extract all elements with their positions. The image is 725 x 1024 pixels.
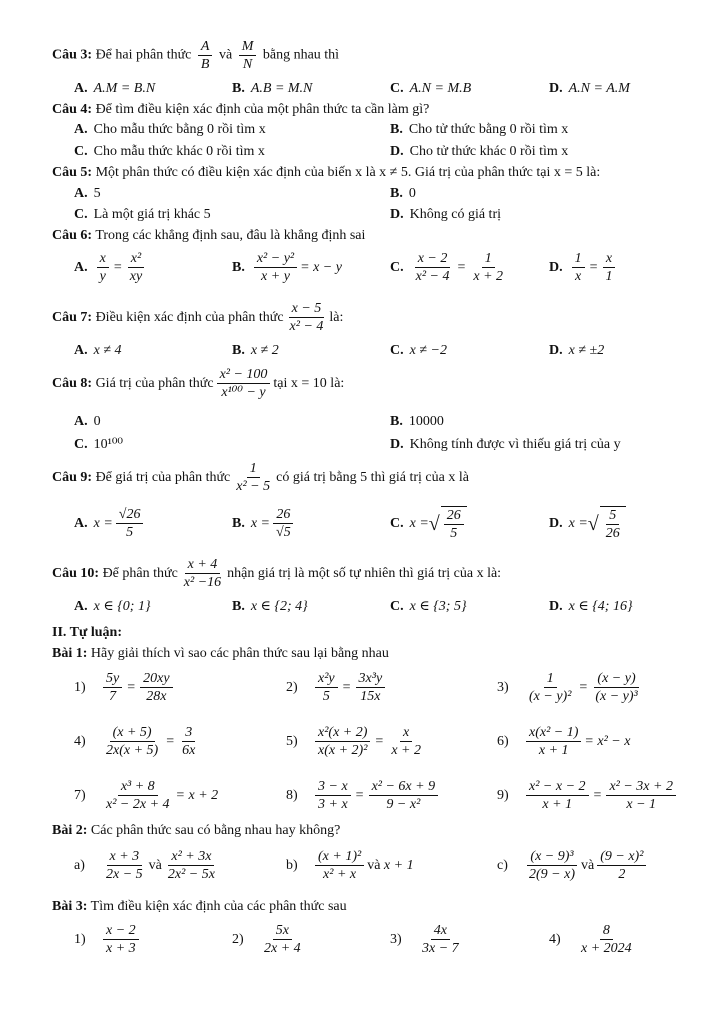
q5-option-d[interactable]: D. Không có giá trị bbox=[390, 207, 501, 222]
q10-stem: Câu 10: Để phân thức $\frac{x + 4}{\text{x² −16}}$ nhận giá trị là một số tự nhiên thì giá trị của x là: bbox=[52, 557, 502, 590]
q7-option-d[interactable]: D. x ≠ ±2 bbox=[549, 343, 605, 358]
q4-option-b[interactable]: B. Cho tử thức bằng 0 rồi tìm x bbox=[390, 122, 569, 137]
bai3-item-3: 3) $\frac{4x}{3x - 7}$ bbox=[390, 923, 459, 956]
q8-option-d[interactable]: D. Không tính được vì thiếu giá trị của y bbox=[390, 437, 621, 452]
q7-stem: Câu 7: Điều kiện xác định của phân thức $\frac{x - 5}{\text{x² − 4}}$ là: bbox=[52, 301, 344, 334]
bai1-stem: Bài 1: Hãy giải thích vì sao các phân thức sau lại bằng nhau bbox=[52, 646, 389, 661]
q3-text-b: bằng nhau thì bbox=[262, 47, 340, 63]
q10-option-c[interactable]: C. x ∈ {3; 5} bbox=[390, 599, 467, 614]
q5-option-a[interactable]: A. 5 bbox=[74, 186, 101, 201]
q9-option-d[interactable]: D. x = √ $\frac{5}{26}$ bbox=[549, 506, 626, 542]
q4-option-d[interactable]: D. Cho tử thức khác 0 rồi tìm x bbox=[390, 144, 569, 159]
q3-and: và bbox=[218, 47, 233, 63]
q7-option-c[interactable]: C. x ≠ −2 bbox=[390, 343, 447, 358]
q10-option-b[interactable]: B. x ∈ {2; 4} bbox=[232, 599, 308, 614]
q5-option-b[interactable]: B. 0 bbox=[390, 186, 416, 201]
q7-option-b[interactable]: B. x ≠ 2 bbox=[232, 343, 279, 358]
q5-option-c[interactable]: C. Là một giá trị khác 5 bbox=[74, 207, 211, 222]
bai3-stem: Bài 3: Tìm điều kiện xác định của các phân thức sau bbox=[52, 899, 347, 914]
q3-fraction-a: $\frac{A}{B}$ bbox=[198, 38, 213, 73]
q6-option-b[interactable]: B. $\frac{\text{x² − y²}}{x + y}$ = x − y bbox=[232, 251, 342, 284]
bai1-item-3: 3) $\frac{1}{\text{(x − y)²}}$ = $\frac{(x - y)}{\text{(x − y)³}}$ bbox=[497, 671, 638, 704]
q5-stem: Câu 5: Một phân thức có điều kiện xác định của biến x là x ≠ 5. Giá trị của phân thức tại x = 5 là: bbox=[52, 165, 601, 180]
q3-option-b[interactable]: B. A.B = M.N bbox=[232, 81, 313, 96]
bai1-item-8: 8) $\frac{3 - x}{3 + x}$ = $\frac{\text{x² − 6x + 9}}{\text{9 − x²}}$ bbox=[286, 778, 441, 813]
q3-label: Câu 3: bbox=[52, 47, 93, 63]
bai1-item-5: 5) $\frac{\text{x²(x + 2)}}{\text{x(x + 2)²}}$ = $\frac{x}{x + 2}$ bbox=[286, 725, 421, 758]
q3-stem bbox=[52, 38, 339, 73]
q3-text: Để hai phân thức bbox=[95, 47, 192, 63]
q8-option-c[interactable]: C. 10¹⁰⁰ bbox=[74, 437, 124, 452]
bai2-stem: Bài 2: Các phân thức sau có bằng nhau hay không? bbox=[52, 823, 341, 838]
q6-option-d[interactable]: D. $\frac{1}{x}$ = $\frac{x}{1}$ bbox=[549, 250, 619, 285]
bai2-item-a: a) $\frac{x + 3}{2x - 5}$ và $\frac{\text{x² + 3x}}{\text{2x² − 5x}}$ bbox=[74, 849, 215, 882]
bai1-item-4: 4) $\frac{(x + 5)}{2x(x + 5)}$ = $\frac{3}{6x}$ bbox=[74, 725, 196, 758]
bai1-item-6: 6) $\frac{\text{x(x² − 1)}}{x + 1}$ = x² − x bbox=[497, 725, 631, 758]
q9-stem: Câu 9: Để giá trị của phân thức $\frac{1}{\text{x² − 5}}$ có giá trị bằng 5 thì giá trị của x là bbox=[52, 461, 469, 494]
q9-option-b[interactable]: B. x = $\frac{26}{√5}$ bbox=[232, 506, 297, 541]
bai3-item-2: 2) $\frac{5x}{2x + 4}$ bbox=[232, 923, 301, 956]
q6-option-c[interactable]: C. $\frac{x - 2}{\text{x² − 4}}$ = $\frac{1}{x + 2}$ bbox=[390, 251, 504, 284]
q8-stem: Câu 8: Giá trị của phân thức $\frac{\text{x² − 100}}{\text{x¹⁰⁰ − y}}$ tại x = 10 là: bbox=[52, 367, 345, 400]
q4-option-c[interactable]: C. Cho mẫu thức khác 0 rồi tìm x bbox=[74, 144, 265, 159]
q9-option-c[interactable]: C. x = √ $\frac{26}{5}$ bbox=[390, 506, 467, 542]
q10-option-d[interactable]: D. x ∈ {4; 16} bbox=[549, 599, 633, 614]
q6-option-a[interactable]: A. $\frac{x}{y}$ = $\frac{\text{x²}}{xy}$ bbox=[74, 251, 143, 284]
q3-fraction-b: $\frac{M}{N}$ bbox=[239, 38, 257, 73]
q9-option-a[interactable]: A. x = $\frac{√26}{5}$ bbox=[74, 506, 146, 541]
bai2-item-c: c) $\frac{\text{(x − 9)³}}{2(9 - x)}$ và $\frac{\text{(9 − x)²}}{2}$ bbox=[497, 848, 649, 883]
bai1-item-1: 1) $\frac{5y}{7}$ = $\frac{20xy}{28x}$ bbox=[74, 670, 176, 705]
bai1-item-7: 7) $\frac{\text{x³ + 8}}{\text{x² − 2x + 4}}$ = x + 2 bbox=[74, 779, 219, 812]
q3-option-d[interactable]: D. A.N = A.M bbox=[549, 81, 630, 96]
q8-option-a[interactable]: A. 0 bbox=[74, 414, 101, 429]
bai3-item-1: 1) $\frac{x - 2}{x + 3}$ bbox=[74, 922, 142, 957]
q4-stem: Câu 4: Để tìm điều kiện xác định của một phân thức ta cần làm gì? bbox=[52, 102, 430, 117]
q8-option-b[interactable]: B. 10000 bbox=[390, 414, 444, 429]
section-heading: II. Tự luận: bbox=[52, 625, 123, 640]
q10-option-a[interactable]: A. x ∈ {0; 1} bbox=[74, 599, 151, 614]
bai1-item-2: 2) $\frac{\text{x²y}}{5}$ = $\frac{\text{3x³y}}{15x}$ bbox=[286, 670, 388, 705]
bai1-item-9: 9) $\frac{\text{x² − x − 2}}{x + 1}$ = $\frac{\text{x² − 3x + 2}}{x - 1}$ bbox=[497, 778, 679, 813]
q4-option-a[interactable]: A. Cho mẫu thức bằng 0 rồi tìm x bbox=[74, 122, 266, 137]
q6-stem: Câu 6: Trong các khẳng định sau, đâu là khẳng định sai bbox=[52, 228, 366, 243]
q7-option-a[interactable]: A. x ≠ 4 bbox=[74, 343, 122, 358]
bai3-item-4: 4) $\frac{8}{x + 2024}$ bbox=[549, 923, 632, 956]
bai2-item-b: b) $\frac{\text{(x + 1)²}}{\text{x² + x}}$ và x + 1 bbox=[286, 849, 414, 882]
q3-option-a[interactable]: A. A.M = B.N bbox=[74, 81, 156, 96]
q3-option-c[interactable]: C. A.N = M.B bbox=[390, 81, 472, 96]
